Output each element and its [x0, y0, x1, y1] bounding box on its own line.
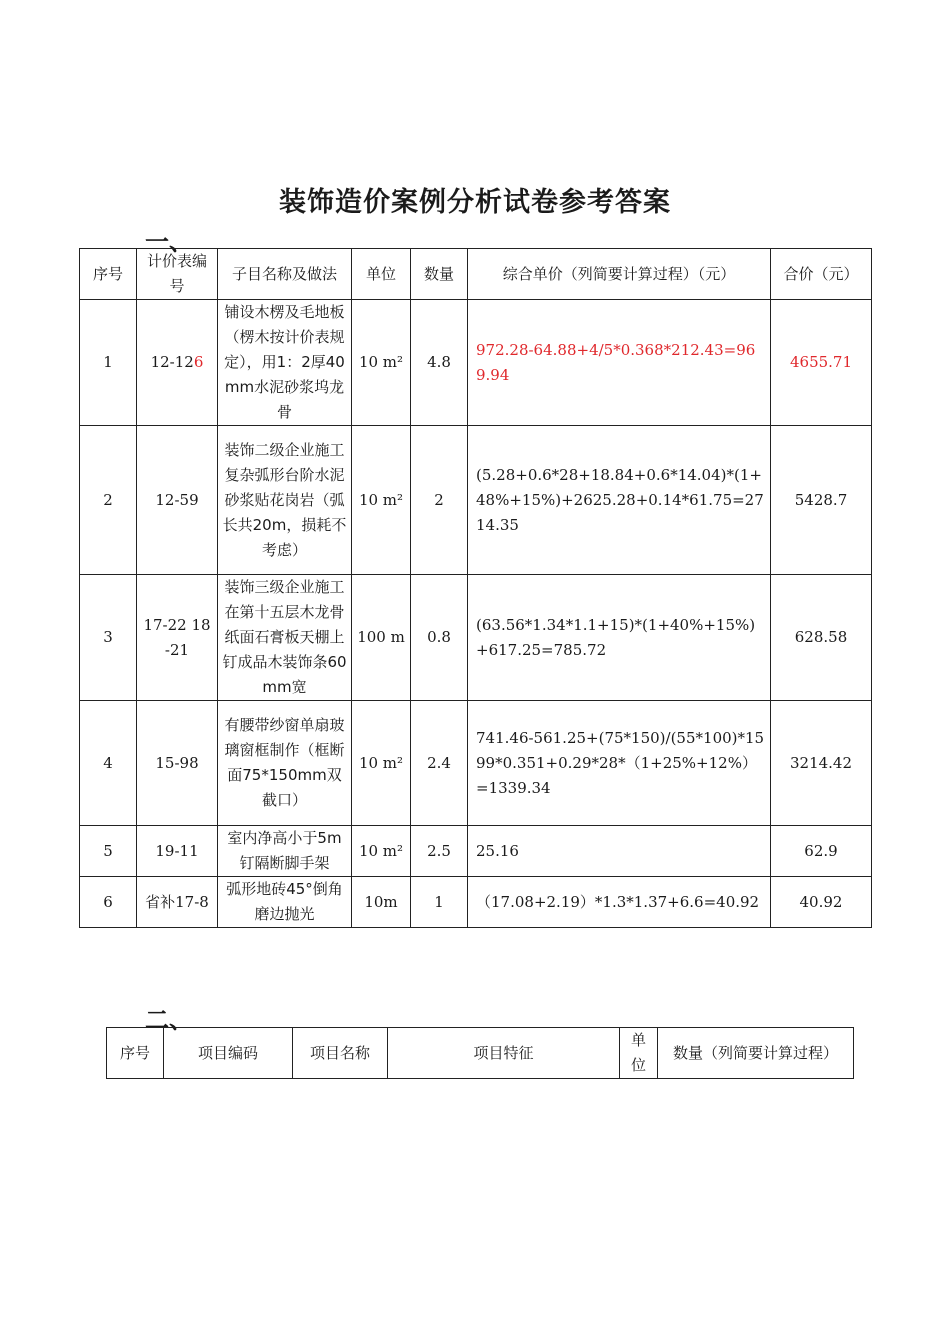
- table-row: [80, 575, 872, 701]
- table-header-row: [107, 1028, 854, 1079]
- row-qty: 4.8: [411, 300, 468, 426]
- row-seq: 5: [80, 826, 137, 877]
- row-code: 19-11: [137, 826, 218, 877]
- row-code-highlight: 6: [193, 353, 204, 371]
- row-total: 62.9: [771, 826, 872, 877]
- header-total: 合价（元）: [771, 249, 872, 300]
- row-seq: 2: [80, 426, 137, 575]
- header-code: 计价表编号: [137, 249, 218, 300]
- row-total: 628.58: [771, 575, 872, 701]
- header-item-code: 项目编码: [164, 1028, 293, 1079]
- table-row: [80, 426, 872, 575]
- row-total: 40.92: [771, 877, 872, 928]
- row-name: 铺设木楞及毛地板（楞木按计价表规定），用1：2厚40mm水泥砂浆坞龙骨: [218, 300, 352, 426]
- row-unit: 10 m²: [352, 826, 411, 877]
- row-seq: 1: [80, 300, 137, 426]
- row-total: 4655.71: [771, 300, 872, 426]
- row-unit: 10 m²: [352, 300, 411, 426]
- row-name: 弧形地砖45°倒角磨边抛光: [218, 877, 352, 928]
- row-seq: 4: [80, 701, 137, 826]
- header-item-feature: 项目特征: [388, 1028, 620, 1079]
- row-seq: 6: [80, 877, 137, 928]
- row-unit: 10 m²: [352, 701, 411, 826]
- row-calc: (63.56*1.34*1.1+15)*(1+40%+15%)+617.25=785.72: [468, 575, 771, 701]
- header-qty: 数量: [411, 249, 468, 300]
- section-2-label: 二、: [145, 1006, 193, 1034]
- row-name: 室内净高小于5m钉隔断脚手架: [218, 826, 352, 877]
- header-unit-price: 综合单价（列简要计算过程）（元）: [468, 249, 771, 300]
- table-header-row: [80, 249, 872, 300]
- header-quantity: 数量（列简要计算过程）: [658, 1028, 854, 1079]
- row-code: 12-59: [137, 426, 218, 575]
- row-unit: 100 m: [352, 575, 411, 701]
- table-row: [80, 826, 872, 877]
- row-calc: 972.28-64.88+4/5*0.368*212.43=969.94: [468, 300, 771, 426]
- pricing-table: [79, 248, 872, 928]
- header-seq: 序号: [107, 1028, 164, 1079]
- header-unit: 单位: [352, 249, 411, 300]
- row-code: 17-22 18-21: [137, 575, 218, 701]
- row-name: 装饰二级企业施工复杂弧形台阶水泥砂浆贴花岗岩（弧长共20m，损耗不考虑）: [218, 426, 352, 575]
- row-calc: 25.16: [468, 826, 771, 877]
- row-calc: (5.28+0.6*28+18.84+0.6*14.04)*(1+48%+15%)+2625.28+0.14*61.75=2714.35: [468, 426, 771, 575]
- row-qty: 0.8: [411, 575, 468, 701]
- table-row: [80, 877, 872, 928]
- row-code-part: 12-12: [150, 353, 194, 371]
- row-qty: 2.4: [411, 701, 468, 826]
- section-1-label: 一、: [145, 228, 193, 256]
- header-unit: 单位: [620, 1028, 658, 1079]
- row-total: 5428.7: [771, 426, 872, 575]
- row-total: 3214.42: [771, 701, 872, 826]
- row-name: 装饰三级企业施工在第十五层木龙骨纸面石膏板天棚上钉成品木装饰条60mm宽: [218, 575, 352, 701]
- header-item-name: 项目名称: [293, 1028, 388, 1079]
- row-code: 省补17-8: [137, 877, 218, 928]
- row-qty: 2: [411, 426, 468, 575]
- bill-of-quantities-table: [106, 1027, 854, 1079]
- row-seq: 3: [80, 575, 137, 701]
- row-code: [137, 300, 218, 426]
- row-calc: （17.08+2.19）*1.3*1.37+6.6=40.92: [468, 877, 771, 928]
- header-seq: 序号: [80, 249, 137, 300]
- row-qty: 1: [411, 877, 468, 928]
- row-name: 有腰带纱窗单扇玻璃窗框制作（框断面75*150mm双截口）: [218, 701, 352, 826]
- row-unit: 10m: [352, 877, 411, 928]
- row-unit: 10 m²: [352, 426, 411, 575]
- page-title: 装饰造价案例分析试卷参考答案: [279, 187, 671, 218]
- table-row: [80, 701, 872, 826]
- row-qty: 2.5: [411, 826, 468, 877]
- header-name: 子目名称及做法: [218, 249, 352, 300]
- row-calc: 741.46-561.25+(75*150)/(55*100)*1599*0.351+0.29*28*（1+25%+12%）=1339.34: [468, 701, 771, 826]
- table-row: [80, 300, 872, 426]
- row-code: 15-98: [137, 701, 218, 826]
